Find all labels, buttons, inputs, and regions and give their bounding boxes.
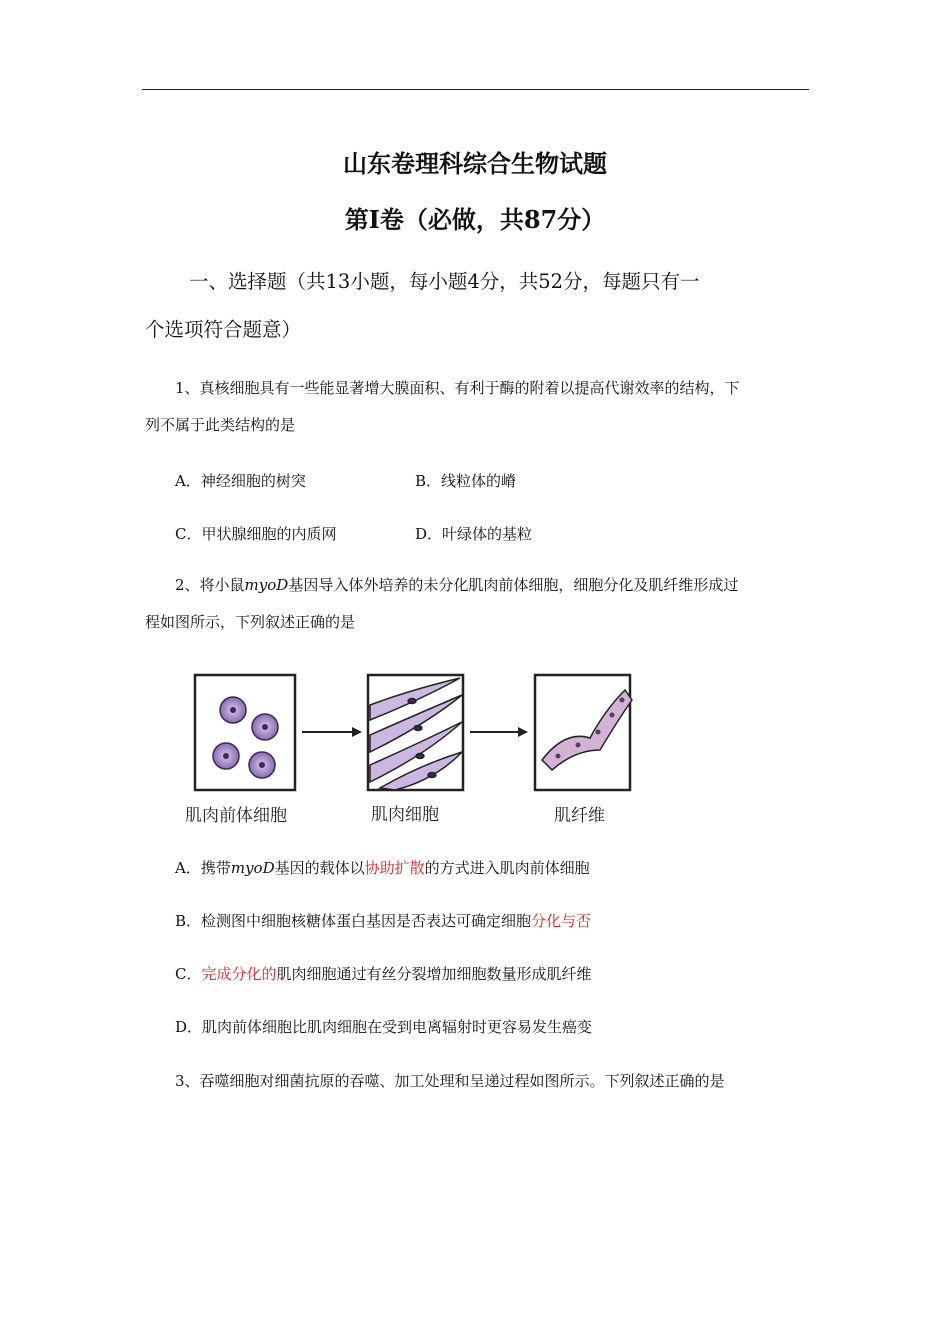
q2-line1-post: 基因导入体外培养的未分化肌肉前体细胞，细胞分化及肌纤维形成过 (288, 576, 739, 594)
q2-a-pre: A．携带 (175, 859, 231, 877)
q1-line-2: 列不属于此类结构的是 (145, 416, 296, 434)
q2-a-post: 的方式进入肌肉前体细胞 (424, 859, 590, 877)
page-subtitle: 第I卷（必做，共87分） (344, 205, 606, 234)
panel-precursor-box (195, 675, 295, 790)
q2-line-2: 程如图所示，下列叙述正确的是 (145, 613, 356, 631)
q1-option-c: C．甲状腺细胞的内质网 (175, 525, 337, 543)
page-title: 山东卷理科综合生物试题 (343, 149, 607, 178)
q2-option-a (175, 857, 590, 878)
header-rule (142, 89, 809, 90)
q2-c-pre: C． (175, 965, 202, 983)
q2-a-gene: myoD (230, 859, 275, 877)
label-muscle-cells: 肌肉细胞 (371, 805, 439, 825)
section-line-2: 个选项符合题意） (145, 318, 302, 341)
q2-line1-pre: 2、将小鼠 (175, 576, 245, 594)
q2-b-highlight: 分化与否 (531, 912, 592, 930)
q2-line-1 (145, 567, 810, 604)
q2-c-post: 肌肉细胞通过有丝分裂增加细胞数量形成肌纤维 (276, 965, 592, 983)
q1-option-a: A．神经细胞的树突 (175, 472, 306, 490)
q2-b-pre: B．检测图中细胞核糖体蛋白基因是否表达可确定细胞 (175, 912, 532, 930)
label-muscle-fiber: 肌纤维 (554, 806, 605, 826)
q2-option-d: D．肌肉前体细胞比肌肉细胞在受到电离辐射时更容易发生癌变 (175, 1018, 593, 1036)
question-2-stem (145, 567, 810, 641)
q2-option-b (175, 910, 591, 931)
q2-a-mid: 基因的载体以 (274, 859, 365, 877)
label-precursor-cells: 肌肉前体细胞 (185, 806, 287, 826)
panel-muscle-fiber-box (535, 675, 630, 790)
section-heading (145, 258, 810, 354)
q2-c-highlight: 完成分化的 (201, 965, 277, 983)
question-3-stem: 3、吞噬细胞对细菌抗原的吞噬、加工处理和呈递过程如图所示。下列叙述正确的是 (175, 1072, 725, 1090)
question-1-stem (145, 370, 810, 444)
section-line-1: 一、选择题（共13小题，每小题4分，共52分，每题只有一 (189, 270, 700, 293)
q1-line-1: 1、真核细胞具有一些能显著增大膜面积、有利于酶的附着以提高代谢效率的结构，下 (175, 379, 740, 397)
q1-option-b: B．线粒体的嵴 (415, 472, 517, 490)
q2-gene: myoD (244, 576, 289, 594)
q2-option-c (175, 963, 592, 984)
q2-a-highlight: 协助扩散 (364, 859, 425, 877)
q1-option-d: D．叶绿体的基粒 (415, 525, 533, 543)
cell-differentiation-figure (180, 660, 640, 830)
